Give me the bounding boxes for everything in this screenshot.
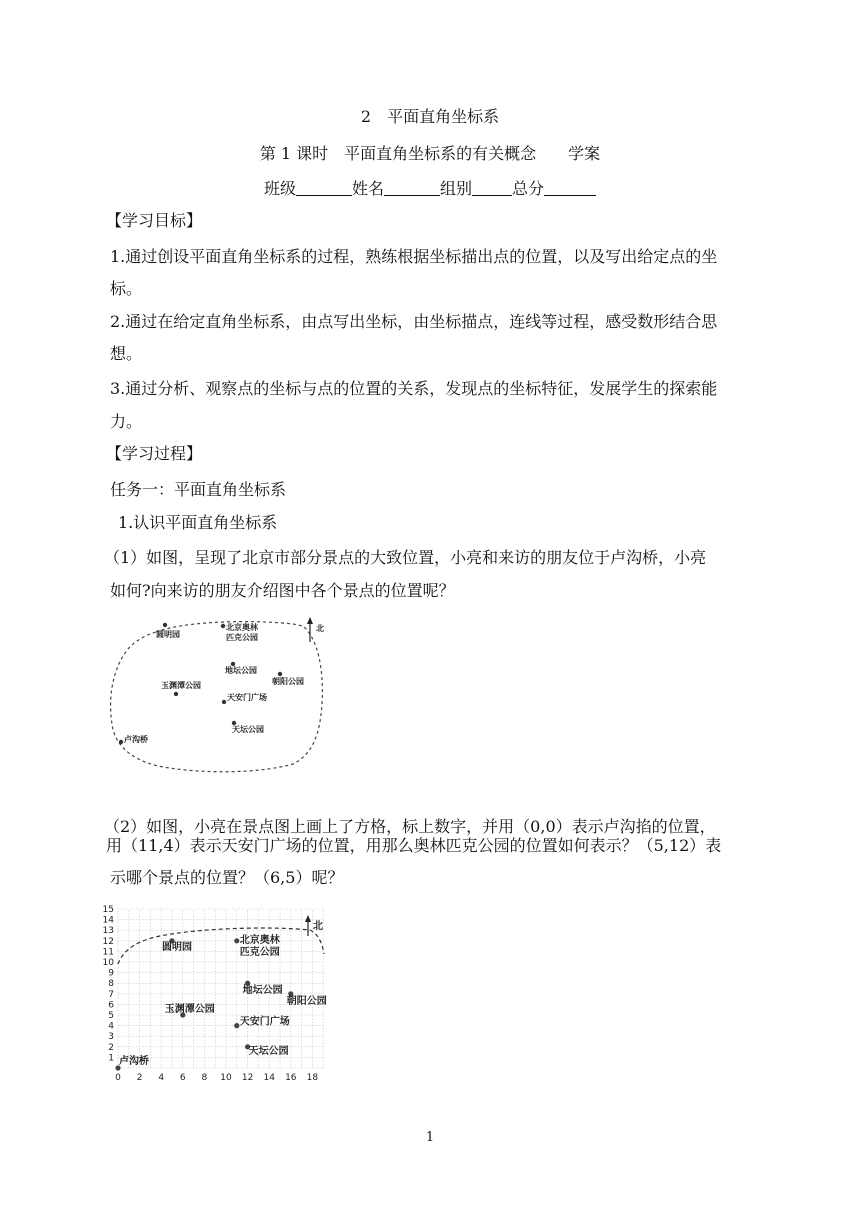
name-label: 姓名 bbox=[351, 179, 384, 198]
y-tick-label: 11 bbox=[102, 947, 114, 958]
grid-place bbox=[234, 933, 281, 958]
goal-line-4: 想。 bbox=[110, 344, 143, 363]
map1-place-label: 天安门广场 bbox=[227, 693, 267, 702]
y-tick-label: 13 bbox=[102, 926, 114, 937]
x-tick-label: 10 bbox=[220, 1073, 232, 1083]
question-1-line-1: （1）如图，呈现了北京市部分景点的大致位置，小亮和来访的朋友位于卢沟桥，小亮 bbox=[104, 548, 707, 567]
north-arrow-grid-head bbox=[305, 915, 311, 922]
map1-place bbox=[225, 662, 257, 675]
grid-place bbox=[245, 1044, 289, 1057]
map1-place-dot bbox=[174, 692, 178, 696]
map1-place-label: 玉渊潭公园 bbox=[161, 681, 201, 690]
grid-place bbox=[287, 991, 327, 1007]
question-2-line-3: 示哪个景点的位置？（6,5）呢？ bbox=[110, 868, 344, 887]
map1-place-label: 北京奥林匹克公园 bbox=[226, 623, 258, 642]
goal-line-3: 2.通过在给定直角坐标系，由点写出坐标，由坐标描点，连线等过程，感受数形结合思 bbox=[110, 312, 718, 331]
group-blank[interactable] bbox=[472, 181, 512, 196]
grid-place-label: 卢沟桥 bbox=[119, 1056, 149, 1067]
group-label: 组别 bbox=[440, 179, 473, 198]
goal-line-1: 1.通过创设平面直角坐标系的过程，熟练根据坐标描出点的位置，以及写出给定点的坐 bbox=[110, 247, 718, 266]
map1-place-dot bbox=[221, 624, 225, 628]
grid-place-label: 朝阳公园 bbox=[286, 995, 327, 1007]
y-tick-label: 7 bbox=[108, 989, 114, 1000]
x-tick-label: 16 bbox=[285, 1073, 297, 1083]
grid-place bbox=[234, 1015, 290, 1029]
north-label-grid: 北 bbox=[313, 921, 323, 932]
lesson-title: 2 平面直角坐标系 bbox=[360, 107, 500, 126]
score-label: 总分 bbox=[512, 179, 545, 198]
class-label: 班级 bbox=[263, 179, 296, 198]
map1-place bbox=[272, 672, 304, 686]
goals-heading: 【学习目标】 bbox=[106, 211, 203, 230]
question-2-line-1: （2）如图，小亮在景点图上画上了方格，标上数字，并用（0,0）表示卢沟掐的位置， bbox=[104, 817, 716, 836]
x-tick-label: 6 bbox=[179, 1073, 186, 1083]
x-tick-label: 12 bbox=[241, 1073, 254, 1083]
y-tick-label: 6 bbox=[108, 1000, 114, 1011]
question-1-line-2: 如何?向来访的朋友介绍图中各个景点的位置呢？ bbox=[110, 581, 455, 600]
x-tick-label: 18 bbox=[306, 1073, 319, 1083]
map1-place-label: 卢沟桥 bbox=[124, 735, 148, 744]
task-title: 任务一：平面直角坐标系 bbox=[110, 480, 287, 499]
map1-place bbox=[161, 680, 201, 696]
grid-place-dot bbox=[234, 938, 239, 943]
map1-place-label: 圆明园 bbox=[156, 630, 180, 639]
map1-place bbox=[119, 734, 148, 744]
north-label: 北 bbox=[316, 624, 324, 633]
goal-line-2: 标。 bbox=[110, 279, 143, 298]
subtask-title: 1.认识平面直角坐标系 bbox=[118, 513, 278, 532]
map1-place bbox=[232, 721, 264, 734]
map1-place-dot bbox=[163, 623, 167, 627]
city-boundary bbox=[111, 622, 323, 772]
y-tick-label: 9 bbox=[108, 968, 114, 979]
grid-place-label: 天坛公园 bbox=[248, 1045, 289, 1057]
grid-place-label: 圆明园 bbox=[162, 941, 192, 953]
grid-coordinate-map bbox=[100, 898, 332, 1084]
x-tick-label: 4 bbox=[158, 1073, 165, 1083]
question-2-line-2: 用（11,4）表示天安门广场的位置，用那么奥林匹克公园的位置如何表示？（5,12）表 bbox=[106, 836, 722, 855]
name-blank[interactable] bbox=[384, 181, 440, 196]
class-blank[interactable] bbox=[296, 181, 352, 196]
x-tick-label: 0 bbox=[115, 1073, 121, 1083]
map1-place-dot bbox=[119, 740, 123, 744]
y-tick-label: 4 bbox=[108, 1021, 114, 1032]
grid-place-label: 玉渊潭公园 bbox=[164, 1004, 215, 1015]
goal-line-5: 3.通过分析、观察点的坐标与点的位置的关系，发现点的坐标特征，发展学生的探索能 bbox=[110, 379, 718, 398]
map1-place-dot bbox=[222, 700, 226, 704]
grid-place-label: 地坛公园 bbox=[242, 985, 283, 997]
x-tick-label: 8 bbox=[201, 1073, 208, 1083]
grid-place bbox=[115, 1054, 149, 1071]
y-tick-label: 15 bbox=[102, 905, 114, 915]
city-boundary-grid bbox=[118, 928, 324, 964]
map1-place-label: 朝阳公园 bbox=[272, 677, 304, 686]
grid-place-dot bbox=[234, 1023, 239, 1028]
map1-place bbox=[156, 623, 180, 639]
y-tick-label: 10 bbox=[102, 958, 114, 968]
map1-place-label: 天坛公园 bbox=[232, 725, 264, 734]
grid-place bbox=[162, 938, 192, 953]
y-tick-label: 1 bbox=[108, 1053, 114, 1064]
score-blank[interactable] bbox=[544, 181, 596, 196]
beijing-sketch-map bbox=[108, 614, 338, 776]
map1-place bbox=[222, 692, 267, 704]
y-tick-label: 14 bbox=[102, 915, 114, 926]
goal-line-6: 力。 bbox=[110, 412, 143, 431]
north-arrow-head bbox=[307, 617, 313, 624]
y-tick-label: 12 bbox=[102, 936, 114, 947]
y-tick-label: 8 bbox=[108, 979, 114, 990]
map1-place-label: 地坛公园 bbox=[225, 666, 257, 675]
process-heading: 【学习过程】 bbox=[106, 444, 203, 463]
x-tick-label: 2 bbox=[136, 1073, 143, 1083]
y-tick-label: 3 bbox=[108, 1032, 114, 1043]
grid-place-label: 北京奥林匹克公园 bbox=[239, 934, 280, 958]
map1-place-dot bbox=[278, 672, 282, 676]
x-tick-label: 14 bbox=[263, 1073, 275, 1083]
grid-place-label: 天安门广场 bbox=[239, 1016, 290, 1028]
page-number: 1 bbox=[425, 1130, 435, 1145]
y-tick-label: 5 bbox=[108, 1011, 114, 1021]
y-tick-label: 2 bbox=[108, 1042, 114, 1053]
lesson-subtitle: 第 1 课时 平面直角坐标系的有关概念 学案 bbox=[259, 144, 601, 163]
map1-place bbox=[221, 622, 259, 642]
student-info-row bbox=[0, 176, 860, 199]
